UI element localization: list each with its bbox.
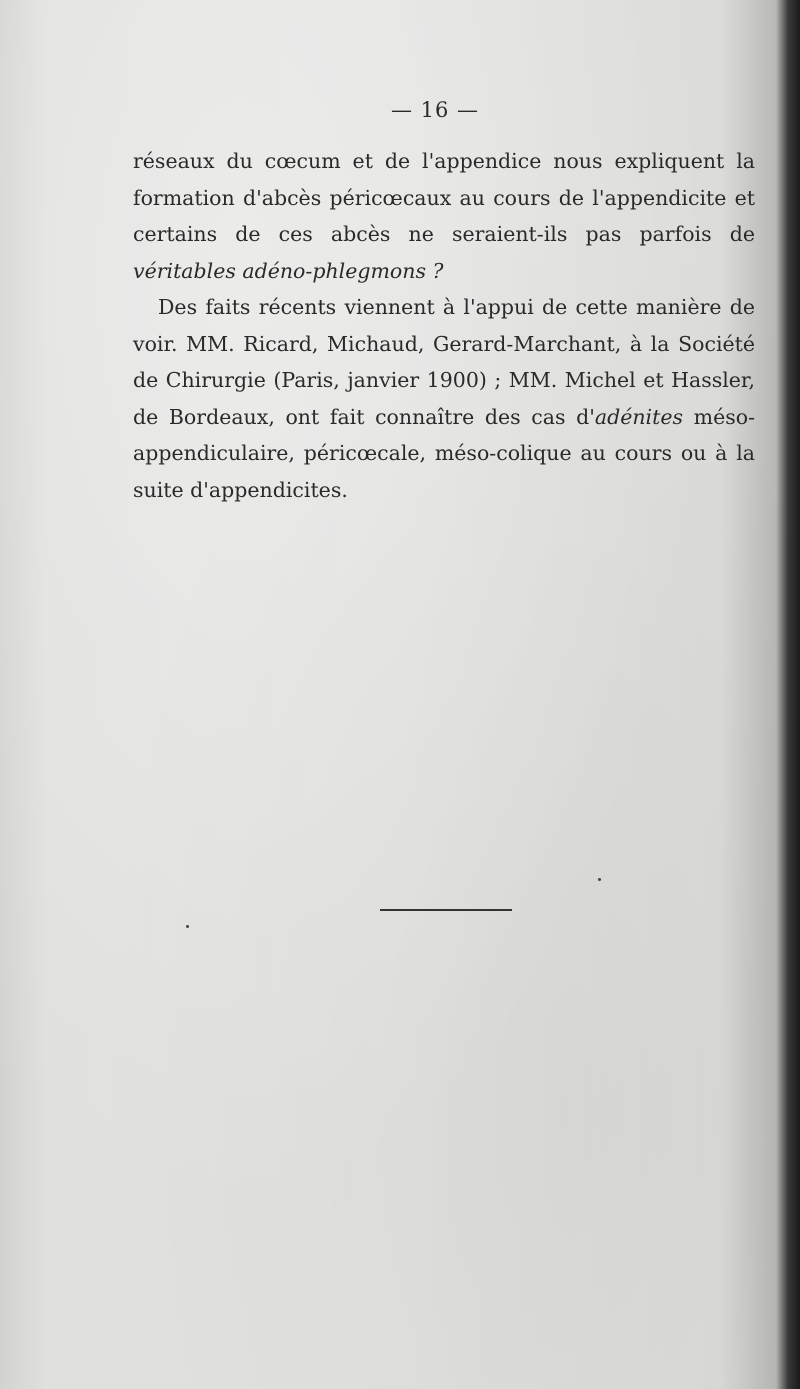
- paragraph-1-text: réseaux du cœcum et de l'appendice nous expliquent la formation d'abcès péricœcaux au cours de l'appendicite et certains de ces abcès ne seraient-ils pas parfois de: [133, 149, 755, 246]
- paper-speck: [186, 925, 189, 928]
- page-number: — 16 —: [390, 98, 480, 122]
- body-text: [133, 143, 755, 508]
- paper-speck: [598, 878, 601, 881]
- section-divider: [380, 909, 512, 911]
- paragraph-2: [133, 289, 755, 508]
- paragraph-1: [133, 143, 755, 289]
- paragraph-2-text-start: Des faits récents viennent à l'appui de cette manière de voir. MM. Ricard, Michaud, Gerard-Marchant, à la Société de Chirurgie (Paris, janvier 1900) ; MM. Michel et Hassler, de Bordeaux, ont fait connaître des cas d': [133, 295, 755, 429]
- paragraph-1-italic: véritables adéno-phlegmons ?: [133, 258, 444, 283]
- paragraph-2-text-end: méso-appendiculaire, péricœcale, méso-colique au cours ou à la suite d'appendicites.: [133, 404, 755, 502]
- paragraph-2-italic: adénites: [594, 404, 684, 429]
